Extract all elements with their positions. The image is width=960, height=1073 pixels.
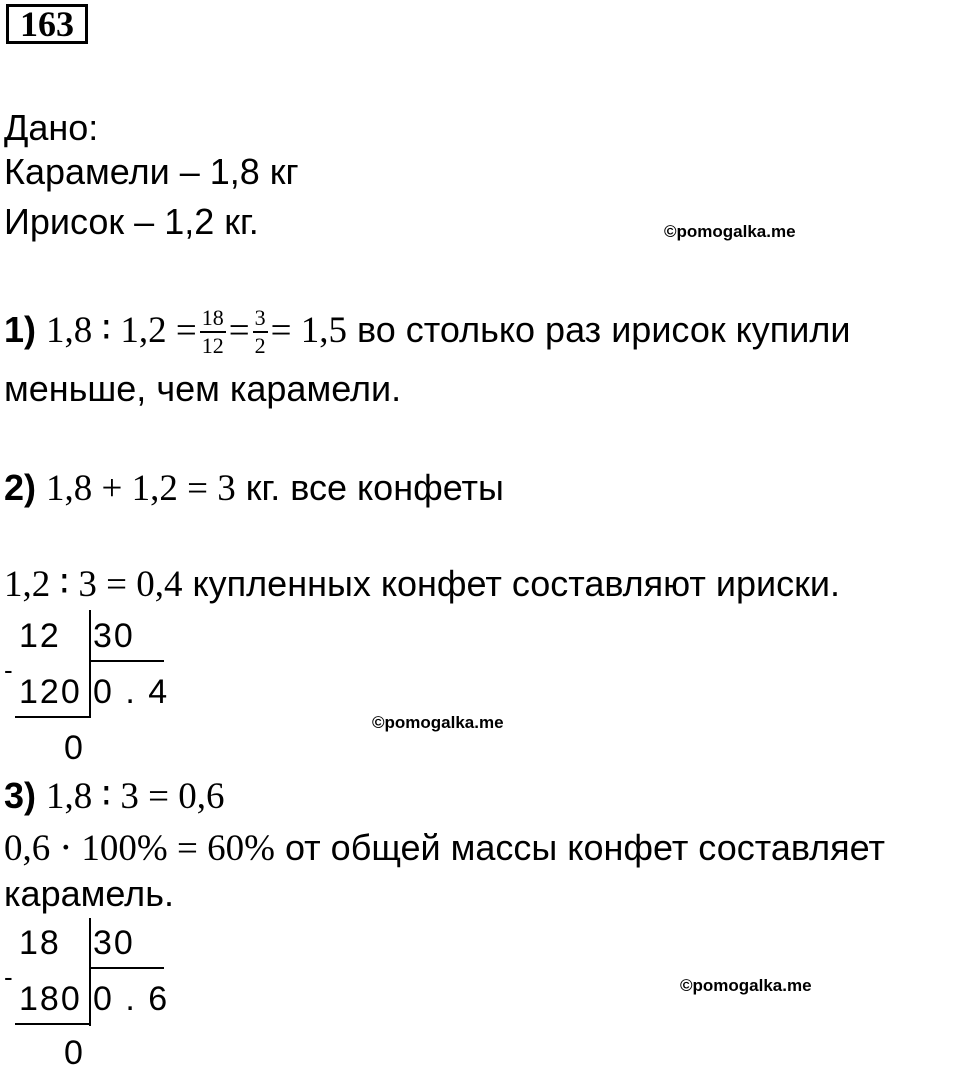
step2-ratio-expression: 1,2 ∶ 3 = 0,4 (4, 564, 183, 605)
step2-line (4, 466, 504, 511)
step3-line (4, 774, 225, 819)
watermark: ©pomogalka.me (664, 222, 796, 241)
step3-percent-line (4, 826, 885, 871)
step2-text: кг. все конфеты (245, 467, 504, 508)
division2-minus: - (4, 962, 15, 992)
step1-expression-a: 1,8 ∶ 1,2 = (46, 310, 197, 351)
division2-quotient: 0 . 6 (93, 980, 170, 1018)
division2-divisor: 30 (93, 924, 135, 962)
step1-text-continued: меньше, чем карамели. (4, 368, 402, 409)
division1-remainder: 0 (64, 729, 85, 767)
division1-vertical-bar (89, 610, 91, 718)
step3-percent-text: от общей массы конфет составляет (284, 827, 885, 868)
division2-divisor-underline (89, 967, 164, 969)
division1-dividend: 12 (19, 617, 61, 655)
division2-remainder: 0 (64, 1034, 85, 1072)
division2-subtraction-line (15, 1023, 91, 1025)
step1-fraction-2-denominator: 2 (254, 333, 266, 359)
division2-vertical-bar (89, 918, 91, 1026)
step2-expression: 1,8 + 1,2 = 3 (46, 468, 236, 509)
division1-quotient: 0 . 4 (93, 673, 170, 711)
division1-subtrahend: 120 (19, 673, 82, 711)
step3-label: 3) (4, 775, 37, 816)
division1-minus: - (4, 655, 15, 685)
step2-ratio-line (4, 562, 840, 607)
step1-fraction-1-denominator: 12 (201, 333, 224, 359)
step1-equals: = (228, 310, 250, 351)
watermark: ©pomogalka.me (680, 976, 812, 995)
given-toffee: Ирисок – 1,2 кг. (4, 201, 259, 242)
step3-percent-expression: 0,6 ⋅ 100% = 60% (4, 828, 275, 869)
step1-fraction-2-numerator: 3 (253, 305, 268, 333)
division1-divisor-underline (89, 660, 164, 662)
step1-fraction-1-numerator: 18 (200, 305, 226, 333)
watermark: ©pomogalka.me (372, 713, 504, 732)
problem-number: 163 (6, 4, 88, 44)
step1-label: 1) (4, 309, 37, 350)
step1-line (4, 305, 851, 359)
step1-expression-b: = 1,5 (270, 310, 348, 351)
step2-label: 2) (4, 467, 37, 508)
step1-fraction-1 (200, 305, 226, 359)
division2-subtrahend: 180 (19, 980, 82, 1018)
given-caramel: Карамели – 1,8 кг (4, 151, 299, 192)
division1-divisor: 30 (93, 617, 135, 655)
step1-text: во столько раз ирисок купили (357, 309, 851, 350)
step2-ratio-text: купленных конфет составляют ириски. (192, 563, 840, 604)
step3-percent-text-continued: карамель. (4, 873, 174, 914)
division1-subtraction-line (15, 716, 91, 718)
given-heading: Дано: (4, 107, 99, 148)
step1-fraction-2 (253, 305, 268, 359)
step3-expression: 1,8 ∶ 3 = 0,6 (46, 776, 225, 817)
division2-dividend: 18 (19, 924, 61, 962)
